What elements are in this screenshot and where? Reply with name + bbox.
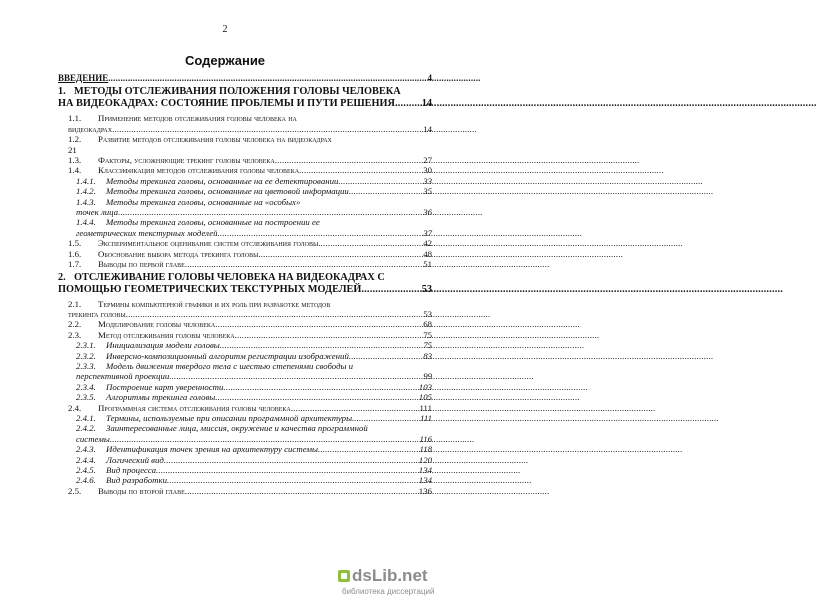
toc-entry: [58, 217, 432, 238]
toc-leader-dots: [235, 330, 423, 340]
toc-entry-continuation: трекинга головы: [68, 308, 126, 319]
toc-entry-continuation: ПОМОЩЬЮ ГЕОМЕТРИЧЕСКИХ ТЕКСТУРНЫХ МОДЕЛЕЙ: [58, 283, 362, 295]
toc-entry-line: [76, 455, 432, 465]
toc-entry-text: МЕТОДЫ ОТСЛЕЖИВАНИЯ ПОЛОЖЕНИЯ ГОЛОВЫ ЧЕЛОВЕКА: [74, 86, 401, 98]
page-number: 2: [222, 24, 228, 35]
toc-entry-page: 51: [423, 259, 432, 270]
toc-entry-line: [76, 423, 432, 433]
toc-entry-line: [68, 319, 432, 329]
toc-entry-line: [58, 86, 432, 98]
toc-entry: [58, 176, 432, 186]
toc-entry-text: Выводы по первой главе: [98, 259, 185, 270]
toc-entry-continuation: геометрических текстурных моделей: [76, 227, 218, 238]
toc-entry-number: 2.3.5.: [76, 392, 96, 403]
toc-leader-dots: [218, 228, 423, 238]
toc-entry-line: [76, 434, 432, 444]
toc-leader-dots: [291, 403, 419, 413]
toc-entry-number: 1.6.: [68, 248, 82, 259]
toc-entry-line: [76, 186, 432, 196]
toc-entry-page: 33: [423, 175, 432, 186]
toc-entry-line: [68, 309, 432, 319]
book-icon: [338, 570, 350, 582]
toc-entry-line: [68, 249, 432, 259]
toc-leader-dots: [318, 444, 419, 454]
toc-entry-page: 75: [423, 340, 432, 351]
toc-entry-text: Методы трекинга головы, основанные на построении ее: [106, 217, 320, 228]
toc-entry-page: 136: [418, 485, 432, 496]
toc-entry-page: 111: [419, 402, 432, 413]
toc-entry: [58, 155, 432, 165]
toc-leader-dots: [220, 340, 422, 350]
toc-entry: [58, 413, 432, 423]
toc-entry: [58, 319, 432, 329]
toc-leader-dots: [169, 371, 422, 381]
toc-entry-text: Применение методов отслеживания головы человека на: [98, 113, 297, 124]
toc-entry-number: 2.4.4.: [76, 454, 96, 465]
toc-entry-number: 2.4.6.: [76, 475, 96, 486]
toc-entry-number: 1.5.: [68, 238, 82, 249]
toc-entry: [58, 444, 432, 454]
toc-leader-dots: [215, 319, 422, 329]
toc-entry-continuation: видеокадрах: [68, 123, 113, 134]
toc-entry-page: 4: [427, 73, 432, 83]
toc-entry-number: 1.4.2.: [76, 186, 96, 197]
toc-entry-page: 83: [423, 350, 432, 361]
toc-entry-line: [68, 124, 432, 134]
toc-entry-line: [76, 207, 432, 217]
page-title: Содержание: [184, 53, 266, 68]
toc-entry-number: 2.3.3.: [76, 360, 96, 371]
toc-entry-page: 14: [421, 98, 432, 110]
toc-entry-continuation: точек лица: [76, 207, 119, 218]
toc-entry-page: 118: [419, 444, 432, 455]
toc-entry: [58, 134, 432, 155]
toc-entry-number: 1.4.4.: [76, 217, 96, 228]
toc-entry-text: Построение карт уверенности: [106, 381, 224, 392]
toc-entry-text: Моделирование головы человека: [98, 319, 216, 330]
toc-leader-dots: [299, 165, 422, 175]
toc-entry-number: 2.3.1.: [76, 340, 96, 351]
toc-entry-continuation: системы: [76, 433, 110, 444]
toc-entry-line: [76, 228, 432, 238]
toc-entry: [58, 486, 432, 496]
toc-entry-line: [58, 284, 432, 296]
toc-entry: [58, 238, 432, 248]
toc-entry-line: [68, 403, 432, 413]
toc-entry-line: [76, 475, 432, 485]
toc-entry-line: [68, 165, 432, 175]
toc-entry-page: 14: [423, 123, 432, 134]
toc-entry-text: Обоснование выбора метода трекинга головы: [98, 248, 259, 259]
toc-entry-line: [68, 145, 432, 155]
toc-entry-number: 2.3.4.: [76, 381, 96, 392]
toc-entry-text: Методы трекинга головы, основанные на цветовой информации: [106, 186, 349, 197]
toc-leader-dots: [156, 465, 418, 475]
toc-entry-number: 1.1.: [68, 113, 82, 124]
toc-entry-text: Вид разработки: [106, 475, 168, 486]
toc-entry-page: 111: [420, 412, 432, 423]
toc-leader-dots: [275, 155, 422, 165]
toc-entry-line: [58, 98, 432, 110]
toc-entry-number: 2.3.2.: [76, 350, 96, 361]
toc-entry-page: 134: [418, 475, 432, 486]
toc-entry-page: 42: [423, 238, 432, 249]
toc-leader-dots: [223, 382, 417, 392]
toc-entry: [58, 186, 432, 196]
table-of-contents: [58, 72, 432, 496]
toc-entry-page: 53: [423, 308, 432, 319]
toc-entry-number: 1.4.1.: [76, 175, 96, 186]
toc-entry-text: Метод отслеживания головы человека: [98, 329, 235, 340]
toc-entry-text: Вид процесса: [106, 465, 157, 475]
toc-leader-dots: [108, 73, 426, 83]
toc-entry: [58, 86, 432, 110]
toc-entry-line: [68, 259, 432, 269]
toc-entry: [58, 165, 432, 175]
toc-entry: [58, 197, 432, 218]
toc-leader-dots: [258, 249, 422, 259]
toc-entry-number: 1.4.: [68, 165, 82, 176]
toc-entry: [58, 340, 432, 350]
toc-entry-page: 37: [423, 227, 432, 238]
toc-leader-dots: [167, 475, 418, 485]
toc-entry: [58, 73, 432, 83]
toc-entry-number: 2.4.5.: [76, 465, 96, 475]
toc-entry: [58, 455, 432, 465]
toc-entry-line: [76, 382, 432, 392]
toc-entry-number: 2.4.3.: [76, 444, 96, 455]
toc-entry-line: [68, 330, 432, 340]
toc-entry: [58, 403, 432, 413]
watermark: [338, 566, 448, 596]
toc-entry-continuation: перспективной проекции: [76, 371, 170, 382]
toc-entry-page: 27: [423, 155, 432, 166]
toc-entry-number: 2.1.: [68, 298, 82, 309]
toc-entry-text: ОТСЛЕЖИВАНИЕ ГОЛОВЫ ЧЕЛОВЕКА НА ВИДЕОКАДРАХ С: [74, 271, 385, 283]
toc-entry-text: Заинтересованные лица, миссия, окружение и качества программной: [106, 423, 368, 434]
toc-entry: [58, 299, 432, 320]
toc-entry-page: 116: [419, 433, 432, 444]
toc-leader-dots: [110, 434, 419, 444]
toc-entry: [58, 392, 432, 402]
toc-entry-line: [68, 486, 432, 496]
toc-entry-page: 35: [423, 186, 432, 197]
toc-entry-line: [76, 413, 432, 423]
toc-entry: [58, 351, 432, 361]
toc-leader-dots: [185, 486, 418, 496]
toc-entry-line: [68, 113, 432, 123]
toc-entry-number: 2.4.: [68, 402, 82, 413]
toc-entry: [58, 423, 432, 444]
toc-entry-text: Алгоритмы трекинга головы: [106, 392, 216, 403]
toc-entry-text: Классификация методов отслеживания головы человека: [98, 165, 300, 176]
toc-entry-page: 105: [418, 392, 432, 403]
toc-leader-dots: [395, 98, 421, 110]
toc-entry-text: Факторы, усложняющие трекинг головы человека: [98, 155, 275, 166]
toc-entry: [58, 113, 432, 134]
toc-entry-page: 68: [423, 319, 432, 330]
toc-entry-number: 1.: [58, 86, 66, 98]
toc-entry-line: [76, 371, 432, 381]
toc-entry-text: Термины, используемые при описании программной архитектуры.: [106, 412, 355, 423]
toc-leader-dots: [349, 351, 422, 361]
toc-leader-dots: [215, 392, 418, 402]
toc-entry-text: ВВЕДЕНИЕ: [58, 73, 109, 83]
toc-entry-number: 1.2.: [68, 134, 82, 145]
toc-entry-page: 120: [418, 454, 432, 465]
toc-entry: [58, 475, 432, 485]
toc-entry-page: 75: [423, 329, 432, 340]
toc-entry-line: [76, 465, 432, 475]
toc-entry-page: 103: [418, 381, 432, 392]
watermark-brand: dsLib.net: [352, 566, 428, 585]
toc-entry-text: Выводы по второй главе: [98, 485, 185, 496]
toc-entry-number: 2.4.1.: [76, 412, 96, 423]
toc-entry-line: [76, 361, 432, 371]
toc-leader-dots: [318, 238, 422, 248]
toc-entry-continuation: 21: [68, 144, 77, 155]
toc-entry-number: 2.4.2.: [76, 423, 96, 434]
toc-entry: [58, 259, 432, 269]
toc-entry: [58, 249, 432, 259]
toc-entry-continuation: НА ВИДЕОКАДРАХ: СОСТОЯНИЕ ПРОБЛЕМЫ И ПУТИ РЕШЕНИЯ: [58, 98, 395, 110]
toc-entry-text: Модель движения твердого тела с шестью степенями свободы и: [106, 360, 354, 371]
toc-entry-line: [76, 340, 432, 350]
toc-entry-text: Термины компьютерной графики и их роль при разработке методов: [98, 298, 331, 309]
toc-entry: [58, 330, 432, 340]
toc-entry-number: 1.4.3.: [76, 196, 96, 207]
toc-entry-text: Экспериментальное оценивание систем отслеживания головы: [98, 238, 319, 249]
toc-entry-page: 99: [423, 371, 432, 382]
toc-entry-line: [76, 197, 432, 207]
toc-entry-number: 1.7.: [68, 259, 82, 270]
watermark-logo: [338, 566, 448, 586]
toc-entry-text: Методы трекинга головы, основанные на «особых»: [106, 196, 301, 207]
toc-entry-text: Логический вид: [106, 454, 164, 465]
toc-leader-dots: [164, 455, 418, 465]
toc-entry-text: Идентификация точек зрения на архитектуру системы: [106, 444, 318, 455]
toc-entry: [58, 465, 432, 475]
toc-entry-text: Инициализация модели головы: [106, 340, 220, 351]
watermark-subtitle: библиотека диссертаций: [342, 587, 435, 596]
toc-entry-line: [76, 176, 432, 186]
toc-entry-number: 2.2.: [68, 319, 82, 330]
toc-leader-dots: [354, 413, 419, 423]
toc-entry: [58, 361, 432, 382]
toc-entry-line: [76, 392, 432, 402]
toc-leader-dots: [118, 207, 422, 217]
toc-entry-page: 53: [421, 283, 432, 295]
toc-entry-line: [58, 73, 432, 83]
toc-leader-dots: [112, 124, 422, 134]
toc-entry-line: [76, 444, 432, 454]
toc-entry-text: Инверсно-композиционный алгоритм регистрации изображений: [106, 350, 349, 361]
toc-entry-number: 2.5.: [68, 485, 82, 496]
toc-entry-page: 30: [423, 165, 432, 176]
toc-entry-line: [76, 351, 432, 361]
toc-leader-dots: [338, 176, 422, 186]
toc-entry-line: [68, 238, 432, 248]
toc-entry-line: [68, 299, 432, 309]
toc-leader-dots: [349, 186, 422, 196]
toc-entry-line: [76, 217, 432, 227]
toc-entry-line: [68, 155, 432, 165]
toc-entry-page: 36: [423, 207, 432, 218]
toc-entry-page: 48: [423, 248, 432, 259]
toc-entry-number: 1.3.: [68, 155, 82, 166]
toc-leader-dots: [126, 309, 423, 319]
toc-entry-line: [58, 272, 432, 284]
toc-leader-dots: [185, 259, 422, 269]
toc-entry: [58, 272, 432, 296]
toc-entry-text: Программная система отслеживания головы человека: [98, 402, 291, 413]
toc-entry: [58, 382, 432, 392]
toc-leader-dots: [361, 284, 420, 296]
toc-entry-line: [68, 134, 432, 144]
toc-entry-text: Развитие методов отслеживания головы человека на видеокадрах: [98, 134, 332, 145]
toc-entry-text: Методы трекинга головы, основанные на ее детектировании: [106, 175, 339, 186]
toc-entry-number: 2.3.: [68, 329, 82, 340]
toc-entry-page: 134: [418, 465, 432, 475]
toc-entry-number: 2.: [58, 271, 66, 283]
